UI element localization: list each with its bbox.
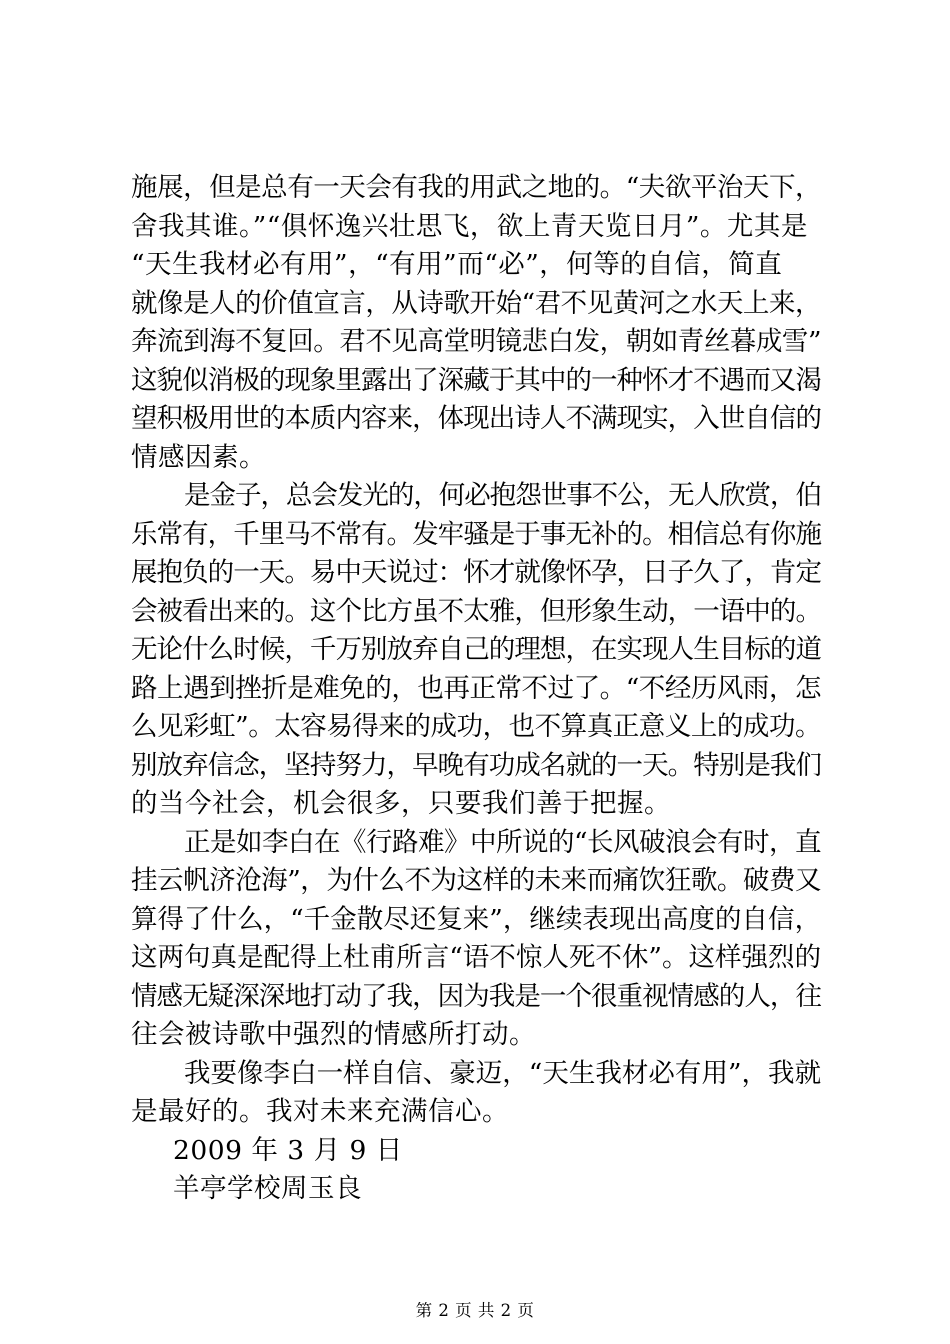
- body-line: 算得了什么，“千金散尽还复来”，继续表现出高度的自信，: [131, 903, 822, 935]
- body-line: 就像是人的价值宣言，从诗歌开始“君不见黄河之水天上来，: [131, 287, 822, 319]
- body-line: 这两句真是配得上杜甫所言“语不惊人死不休”。这样强烈的: [131, 942, 822, 973]
- body-line: 展抱负的一天。易中天说过：怀才就像怀孕，日子久了，肯定: [131, 557, 821, 588]
- body-line: 的当今社会，机会很多，只要我们善于把握。: [131, 788, 671, 819]
- body-line: 情感无疑深深地打动了我，因为我是一个很重视情感的人，往: [131, 980, 821, 1012]
- author-signature: 羊亭学校周玉良: [173, 1173, 362, 1204]
- body-line: 奔流到海不复回。君不见高堂明镜悲白发，朝如青丝暮成雪”: [131, 326, 822, 357]
- body-line: 乐常有，千里马不常有。发牢骚是于事无补的。相信总有你施: [131, 518, 821, 550]
- body-line: 挂云帆济沧海”，为什么不为这样的未来而痛饮狂歌。破费又: [131, 865, 822, 896]
- paragraph-first-line: 我要像李白一样自信、豪迈，“天生我材必有用”，我就: [184, 1057, 822, 1089]
- document-date: 2009 年 3 月 9 日: [173, 1134, 403, 1166]
- body-line: 会被看出来的。这个比方虽不太雅，但形象生动，一语中的。: [131, 595, 821, 627]
- body-line: 舍我其谁。”“俱怀逸兴壮思飞，欲上青天览日月”。尤其是: [131, 210, 808, 242]
- body-line: 路上遇到挫折是难免的，也再正常不过了。“不经历风雨，怎: [131, 672, 822, 704]
- body-line: 往会被诗歌中强烈的情感所打动。: [131, 1019, 536, 1050]
- body-line: 是最好的。我对未来充满信心。: [131, 1096, 509, 1127]
- paragraph-first-line: 正是如李白在《行路难》中所说的“长风破浪会有时，直: [184, 826, 822, 858]
- body-line: 无论什么时候，千万别放弃自己的理想，在实现人生目标的道: [131, 634, 821, 665]
- body-line: 情感因素。: [131, 441, 266, 473]
- page-number-footer: 第 2 页 共 2 页: [415, 1301, 535, 1320]
- document-body: [131, 169, 821, 1209]
- paragraph-first-line: 是金子，总会发光的，何必抱怨世事不公，无人欣赏，伯: [184, 480, 821, 511]
- body-line: “天生我材必有用”，“有用”而“必”，何等的自信，简直: [131, 249, 783, 280]
- body-line: 么见彩虹”。太容易得来的成功，也不算真正意义上的成功。: [131, 711, 822, 742]
- body-line: 别放弃信念，坚持努力，早晚有功成名就的一天。特别是我们: [131, 749, 821, 781]
- body-line: 望积极用世的本质内容来，体现出诗人不满现实，入世自信的: [131, 403, 821, 434]
- body-line: 这貌似消极的现象里露出了深藏于其中的一种怀才不遇而又渴: [131, 364, 821, 396]
- body-line: 施展，但是总有一天会有我的用武之地的。“夫欲平治天下，: [131, 172, 822, 203]
